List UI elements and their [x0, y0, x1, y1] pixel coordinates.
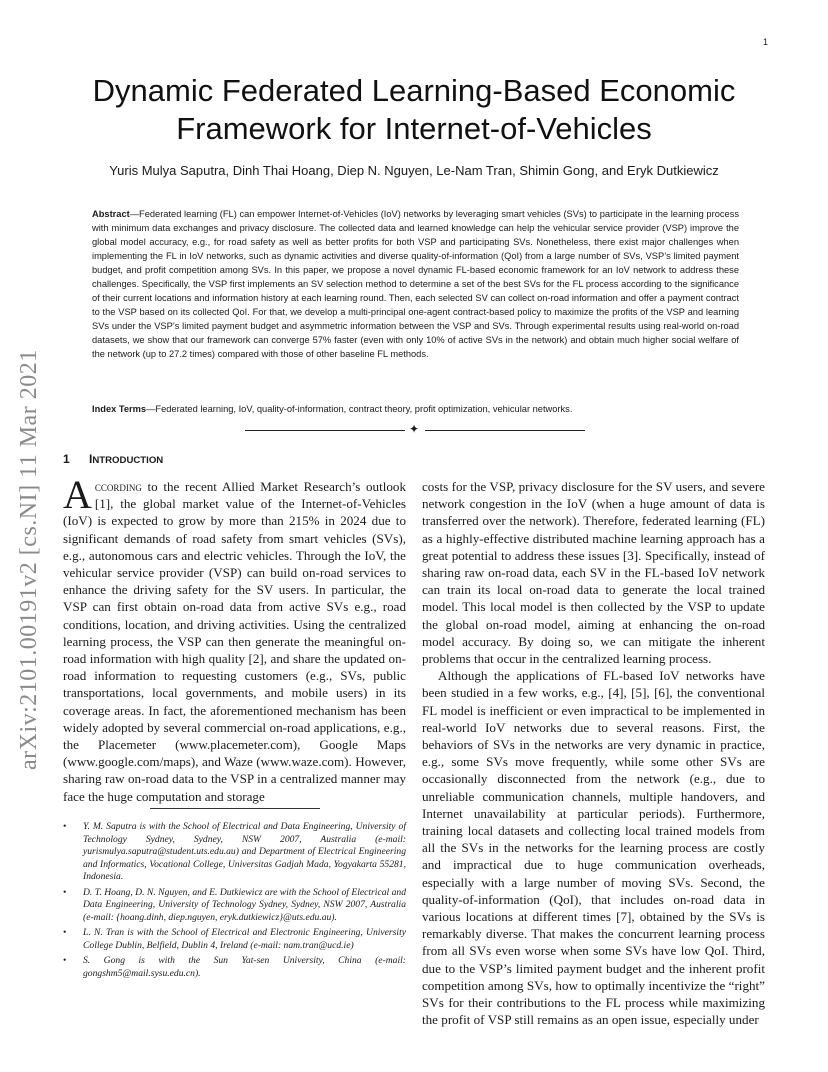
- paper-title: [40, 72, 788, 148]
- section-title-first-letter: I: [89, 452, 93, 466]
- intro-paragraph-1-continued: costs for the VSP, privacy disclosure for the SV users, and severe network congestion in the IoV (when a huge amount of data is transferred over the network). Therefore, federated learning (FL) as a highly-effective distributed machine learning approach has a great potential to address these issues [3]. Specifically, instead of sharing raw on-road data, each SV in the FL-based IoV network can train its local on-road data to generate the local trained model. This local model is then collected by the VSP to update the global on-road model, aiming at enhancing the on-road model accuracy. By doing so, we can mitigate the inherent problems that occur in the centralized learning process.: [422, 479, 765, 667]
- intro-paragraph-1: [63, 472, 406, 805]
- arxiv-identifier-stamp: arXiv:2101.00191v2 [cs.NI] 11 Mar 2021: [16, 349, 42, 770]
- section-divider: [245, 424, 585, 436]
- index-terms-label: Index Terms: [92, 404, 147, 414]
- title-line-2: Framework for Internet-of-Vehicles: [176, 111, 652, 146]
- right-column: [422, 478, 765, 1029]
- abstract-text: —Federated learning (FL) can empower Internet-of-Vehicles (IoV) networks by leveraging smart vehicles (SVs) to participate in the learning process with minimum data exchanges and privacy disclosure. The collected data and learned knowledge can help the vehicular service provider (VSP) improve the global model accuracy, e.g., for road safety as well as better profits for both VSP and participating SVs. Nonetheless, there exist major challenges when implementing the FL in IoV networks, such as dynamic activities and diverse quality-of-information (QoI) from a large number of SVs, VSP’s limited payment budget, and profit competition among SVs. In this paper, we propose a novel dynamic FL-based economic framework for an IoV network to address these challenges. Specifically, the VSP first implements an SV selection method to determine a set of the best SVs for the FL process according to the significance of their current locations and information history at each learning round. Then, each selected SV can collect on-road information and offer a payment contract to the VSP based on its collected QoI. For that, we develop a multi-principal one-agent contract-based policy to maximize the profits of the VSP and learning SVs under the VSP’s limited payment budget and asymmetric information between the VSP and SVs. Through experimental results using real-world on-road datasets, we show that our framework can converge 57% faster (even with only 10% of active SVs in the network) and obtain much higher social welfare of the network (up to 27.2 times) compared with those of other baseline FL methods.: [92, 209, 739, 359]
- footnote-text: L. N. Tran is with the School of Electrical and Electronic Engineering, University College Dublin, Belfield, Dublin 4, Ireland (e-mail: nam.tran@ucd.ie): [83, 927, 406, 951]
- bullet-icon: •: [63, 927, 67, 938]
- divider-line-right: [425, 430, 585, 431]
- footnote-item: [63, 821, 406, 884]
- intro-paragraph-2: Although the applications of FL-based IoV networks have been studied in a few works, e.g., [4], [5], [6], the conventional FL model is inefficient or even impractical to be implemented in real-world IoV networks due to several reasons. First, the behaviors of SVs in the networks are very dynamic in practice, e.g., some SVs move frequently, while some other SVs are occasionally disconnected from the network (e.g., due to unreliable communication channels, multiple handovers, and Internet unavailability at particular periods). Furthermore, training local datasets and collecting local trained models from all the SVs in the networks for the learning process are costly and impractical due to huge communication overheads, especially with a large number of moving SVs. Second, the quality-of-information (QoI), that includes on-road data in various locations at different times [7], obtained by the SVs is remarkably diverse. That makes the concurrent learning process from all SVs even worse when some SVs have low QoI. Third, due to the VSP’s limited payment budget and the inherent profit competition among SVs, how to optimally incentivize the “right” SVs for their contributions to the FL process while maximizing the profit of VSP still remains as an open issue, especially under: [422, 668, 765, 1028]
- title-line-1: Dynamic Federated Learning-Based Economic: [92, 73, 736, 108]
- section-title-rest: NTRODUCTION: [92, 455, 164, 466]
- drop-cap: A: [63, 472, 92, 517]
- abstract: [92, 207, 739, 361]
- section-number: 1: [63, 452, 70, 466]
- footnotes: [63, 821, 406, 983]
- abstract-paragraph: [92, 207, 739, 361]
- author-list: Yuris Mulya Saputra, Dinh Thai Hoang, Diep N. Nguyen, Le-Nam Tran, Shimin Gong, and Eryk Dutkiewicz: [109, 163, 719, 178]
- footnote-item: [63, 887, 406, 925]
- left-column: [63, 472, 406, 805]
- section-heading-introduction: [63, 451, 163, 469]
- footnote-text: S. Gong is with the Sun Yat-sen University, China (e-mail: gongshm5@mail.sysu.edu.cn).: [83, 955, 406, 979]
- footnote-rule: [150, 808, 320, 809]
- intro-paragraph-1-text: to the recent Allied Market Research’s outlook [1], the global market value of the Internet-of-Vehicles (IoV) is expected to grow by more than 215% in 2024 due to significant demands of road safety from smart vehicles (SVs), e.g., autonomous cars and electric vehicles. Through the IoV, the vehicular service provider (VSP) can build on-road services to enhance the driving safety for the SV users. In particular, the VSP can first obtain on-road data from active SVs e.g., road conditions, location, and driving activities. Using the centralized learning process, the VSP can then generate the meaningful on-road information with high quality [2], and share the updated on-road information to requesting customers (e.g., SVs, public transportations, local governments, and mobile users) in its coverage areas. In fact, the aforementioned mechanism has been widely adopted by several commercial on-road applications, e.g., the Placemeter (www.placemeter.com), Google Maps (www.google.com/maps), and Waze (www.waze.com). However, sharing raw on-road data to the VSP in a centralized manner may face the huge computation and storage: [63, 479, 406, 804]
- bullet-icon: •: [63, 886, 67, 898]
- footnote-item: [63, 955, 406, 980]
- divider-line-left: [245, 430, 405, 431]
- page-number: 1: [762, 37, 768, 47]
- abstract-label: Abstract: [92, 209, 130, 219]
- footnote-item: [63, 927, 406, 952]
- bullet-icon: •: [63, 955, 67, 966]
- first-word-rest: ccording: [94, 479, 142, 494]
- footnote-text: D. T. Hoang, D. N. Nguyen, and E. Dutkiewicz are with the School of Electrical and Data Engineering, University of Technology Sydney, Sydney, NSW 2007, Australia (e-mail: {hoang.dinh, diep.nguyen, eryk.dutkiewicz}@uts.edu.au).: [83, 886, 406, 923]
- index-terms-text: —Federated learning, IoV, quality-of-information, contract theory, profit optimization, vehicular networks.: [146, 404, 573, 414]
- index-terms: [92, 402, 739, 416]
- divider-ornament-icon: ✦: [409, 422, 420, 436]
- bullet-icon: •: [63, 821, 67, 832]
- footnote-text: Y. M. Saputra is with the School of Electrical and Data Engineering, University of Technology Sydney, Sydney, NSW 2007, Australia (e-mail: yurismulya.saputra@student.uts.edu.au) and Department of Electrical Engineering and Informatics, Vocational College, Universitas Gadjah Mada, Yogyakarta 55281, Indonesia.: [83, 821, 406, 882]
